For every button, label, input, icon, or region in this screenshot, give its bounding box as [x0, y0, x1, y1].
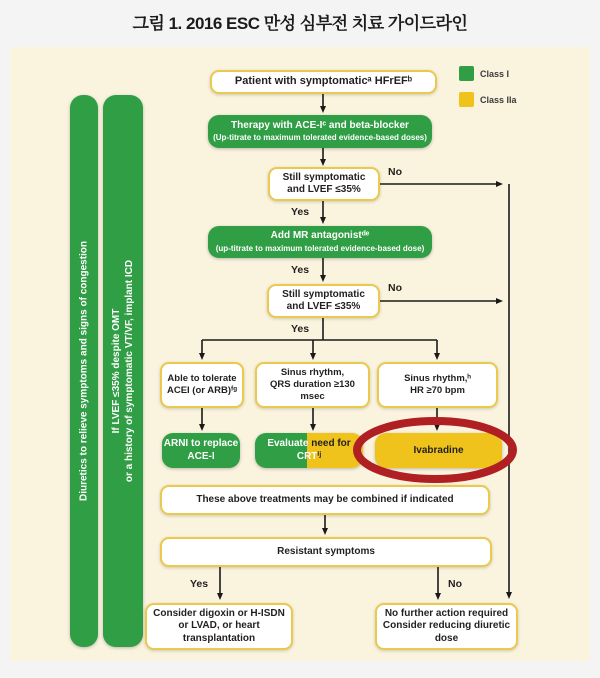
- node-ivabradine: Ivabradine: [375, 433, 502, 468]
- node-sinus-qrs: Sinus rhythm, QRS duration ≥130 msec: [255, 362, 370, 408]
- node-mr-antagonist: Add MR antagonistᵈᵉ (up-titrate to maximum tolerated evidence-based dose): [208, 226, 432, 258]
- node-crt: Evaluate need for CRTⁱʲ: [255, 433, 363, 468]
- label-no-3: No: [448, 578, 462, 590]
- node-still-symptomatic-1: Still symptomatic and LVEF ≤35%: [268, 167, 380, 201]
- node-sinus-hr: Sinus rhythm,ʰ HR ≥70 bpm: [377, 362, 498, 408]
- legend-class-iia-label: Class IIa: [480, 95, 517, 105]
- label-yes-2: Yes: [291, 264, 310, 276]
- node-digoxin-lvad: Consider digoxin or H-ISDN or LVAD, or heart transplantation: [145, 603, 293, 650]
- sidebar-diuretics-text: Diuretics to relieve symptoms and signs of congestion: [78, 240, 90, 502]
- legend-class-i-label: Class I: [480, 69, 510, 79]
- node-tolerate-acei: Able to tolerate ACEI (or ARB)ᶠᵍ: [160, 362, 244, 408]
- node-therapy-acei-bb: Therapy with ACE-Iᶜ and beta-blocker (Up-titrate to maximum tolerated evidence-based doses): [208, 115, 432, 148]
- label-no-2: No: [388, 282, 402, 294]
- node-no-further-action: No further action required Consider reducing diuretic dose: [375, 603, 518, 650]
- highlight-ellipse: [357, 421, 513, 479]
- node-combined: These above treatments may be combined if indicated: [160, 485, 490, 515]
- node-still-symptomatic-2: Still symptomatic and LVEF ≤35%: [267, 284, 380, 318]
- label-yes-3: Yes: [291, 323, 310, 335]
- label-yes-4: Yes: [190, 578, 209, 590]
- figure-title: 그림 1. 2016 ESC 만성 심부전 치료 가이드라인: [132, 14, 468, 33]
- label-yes-1: Yes: [291, 206, 310, 218]
- sidebar-icd-line1: If LVEF ≤35% despite OMT: [111, 308, 122, 434]
- node-patient: Patient with symptomaticᵃ HFrEFᵇ: [210, 70, 437, 94]
- node-arni: ARNI to replace ACE-I: [162, 433, 240, 468]
- node-resistant: Resistant symptoms: [160, 537, 492, 567]
- sidebar-icd-line2: or a history of symptomatic VT/VF, implant ICD: [124, 259, 135, 483]
- label-no-1: No: [388, 166, 402, 178]
